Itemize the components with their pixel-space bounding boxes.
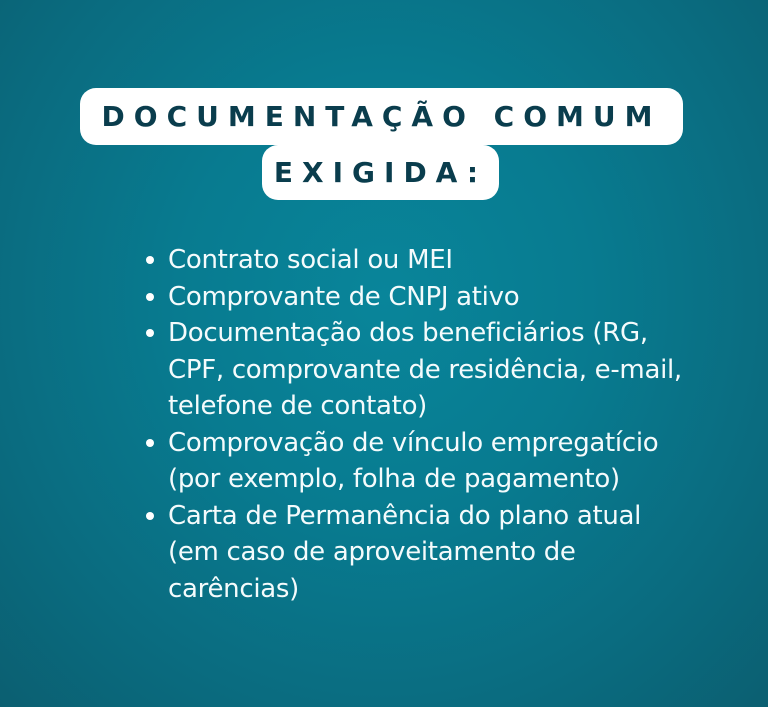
title-line-2 — [262, 145, 499, 200]
list-item-text: Comprovação de vínculo empregatício (por exemplo, folha de pagamento) — [168, 427, 659, 494]
bullet-icon — [146, 512, 154, 520]
list-item — [143, 279, 698, 316]
bullet-icon — [146, 439, 154, 447]
bullet-icon — [146, 256, 154, 264]
documents-list-section — [143, 242, 698, 607]
list-item-text: Documentação dos beneficiários (RG, CPF, comprovante de residência, e-mail, telefone de contato) — [168, 318, 682, 421]
bullet-icon — [146, 293, 154, 301]
list-item — [143, 315, 698, 425]
list-item-text: Contrato social ou MEI — [168, 245, 453, 275]
list-item — [143, 498, 698, 608]
title-line-2-text: EXIGIDA: — [273, 155, 488, 189]
bullet-icon — [146, 329, 154, 337]
list-item-text: Comprovante de CNPJ ativo — [168, 281, 520, 312]
title-wrap — [0, 88, 768, 200]
list-item — [143, 425, 698, 498]
list-item — [143, 242, 698, 279]
documents-list — [143, 242, 698, 607]
list-item-text: Carta de Permanência do plano atual (em caso de aproveitamento de carências) — [168, 500, 642, 604]
title-line-1-text: DOCUMENTAÇÃO COMUM — [101, 99, 662, 133]
title-line-1 — [80, 88, 683, 145]
